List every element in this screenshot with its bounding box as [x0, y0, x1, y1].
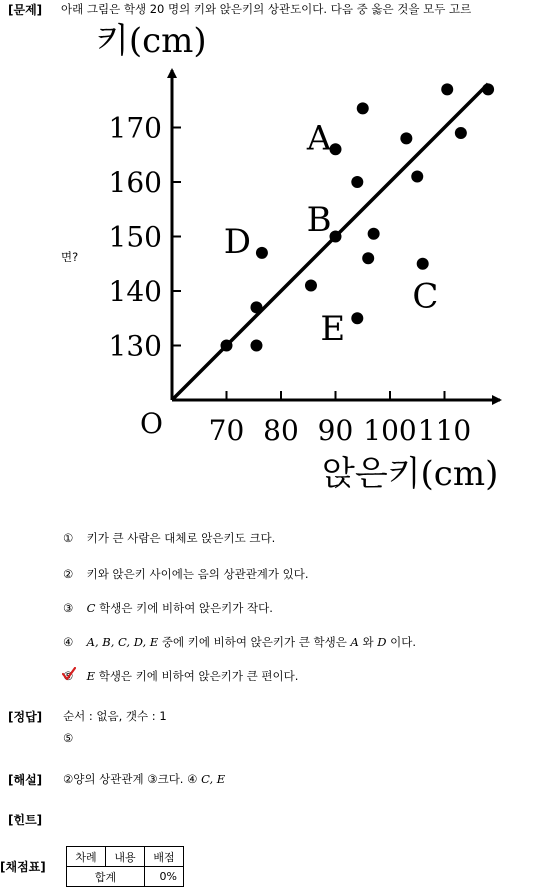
data-point — [411, 171, 423, 183]
explanation-variables: C, E — [201, 772, 226, 786]
score-label: [채점표] — [0, 860, 46, 874]
table-header: 차례 — [67, 847, 106, 867]
y-tick-label: 150 — [108, 220, 162, 254]
explanation-text — [63, 771, 225, 787]
total-value: 0% — [145, 867, 184, 887]
data-point — [455, 127, 467, 139]
choice-number: ⑤ — [63, 669, 74, 683]
data-point — [351, 312, 363, 324]
point-label: B — [306, 200, 332, 241]
total-label: 합계 — [67, 867, 145, 887]
table-header: 배점 — [145, 847, 184, 867]
choice-variable: C — [86, 601, 96, 615]
explanation-label: [해설] — [8, 773, 43, 787]
explanation-body: ②양의 상관관계 ③크다. ④ — [63, 772, 198, 786]
y-tick-label: 130 — [108, 329, 162, 363]
answer-label: [정답] — [8, 710, 43, 724]
y-tick-label: 140 — [108, 275, 162, 308]
y-axis-label: 키(cm) — [96, 21, 207, 61]
data-point — [250, 340, 262, 352]
data-point — [351, 176, 363, 188]
choice-text: 키와 앉은키 사이에는 음의 상관관계가 있다. — [86, 567, 309, 581]
data-point — [357, 102, 369, 114]
check-mark-icon — [62, 667, 76, 681]
point-label: C — [412, 276, 439, 317]
choice-text: 학생은 키에 비하여 앉은키가 큰 편이다. — [98, 669, 299, 683]
data-point — [256, 247, 268, 259]
question-label: [문제] — [8, 3, 43, 17]
choice-number: ④ — [63, 635, 74, 649]
choice-variable: E — [86, 669, 96, 683]
table-row — [67, 867, 184, 887]
data-point — [400, 132, 412, 144]
choice-variable: D — [377, 635, 387, 649]
point-label: D — [223, 221, 252, 262]
data-point — [250, 301, 262, 313]
choice-variables: A, B, C, D, E — [86, 635, 159, 649]
x-tick-label: 100 — [363, 414, 417, 447]
y-tick-label: 170 — [108, 111, 162, 145]
choice-number: ② — [63, 567, 74, 581]
choice-2[interactable] — [63, 566, 309, 582]
hint-label: [힌트] — [8, 813, 43, 827]
data-point — [417, 258, 429, 270]
origin-label: O — [140, 407, 163, 440]
score-table — [66, 846, 184, 887]
choice-text: 키가 큰 사람은 대체로 앉은키도 크다. — [86, 531, 276, 545]
x-axis-label: 앉은키(cm) — [322, 454, 499, 494]
choice-3[interactable] — [63, 600, 273, 616]
x-tick-label: 70 — [208, 414, 245, 447]
table-row — [67, 847, 184, 867]
data-point — [441, 83, 453, 95]
point-label: E — [320, 309, 346, 350]
point-label: A — [306, 118, 332, 159]
data-point — [221, 340, 233, 352]
question-text: 아래 그림은 학생 20 명의 키와 앉은키의 상관도이다. 다음 중 옳은 것을 모두 고르 — [61, 2, 472, 16]
choice-number: ① — [63, 531, 74, 545]
choice-4[interactable] — [63, 634, 416, 650]
answer-number: ⑤ — [63, 731, 74, 745]
y-tick-label: 160 — [108, 166, 162, 199]
data-point — [305, 280, 317, 292]
table-header: 내용 — [106, 847, 145, 867]
data-point — [482, 83, 494, 95]
choice-text: 학생은 키에 비하여 앉은키가 작다. — [99, 601, 273, 615]
choice-text: 중에 키에 비하여 앉은키가 큰 학생은 — [161, 635, 347, 649]
choice-5[interactable] — [63, 668, 298, 684]
answer-line: 순서 : 없음, 갯수 : 1 — [63, 709, 167, 723]
data-point — [362, 252, 374, 264]
x-tick-label: 80 — [263, 414, 299, 447]
x-tick-label: 90 — [317, 414, 354, 447]
data-point — [368, 228, 380, 240]
choice-number: ③ — [63, 601, 74, 615]
choice-variable: A — [350, 635, 359, 649]
x-tick-label: 110 — [417, 414, 472, 447]
choice-1[interactable] — [63, 530, 275, 546]
choice-text: 이다. — [390, 635, 416, 649]
choice-text: 와 — [362, 635, 374, 649]
question-text-continued: 면? — [61, 250, 79, 264]
